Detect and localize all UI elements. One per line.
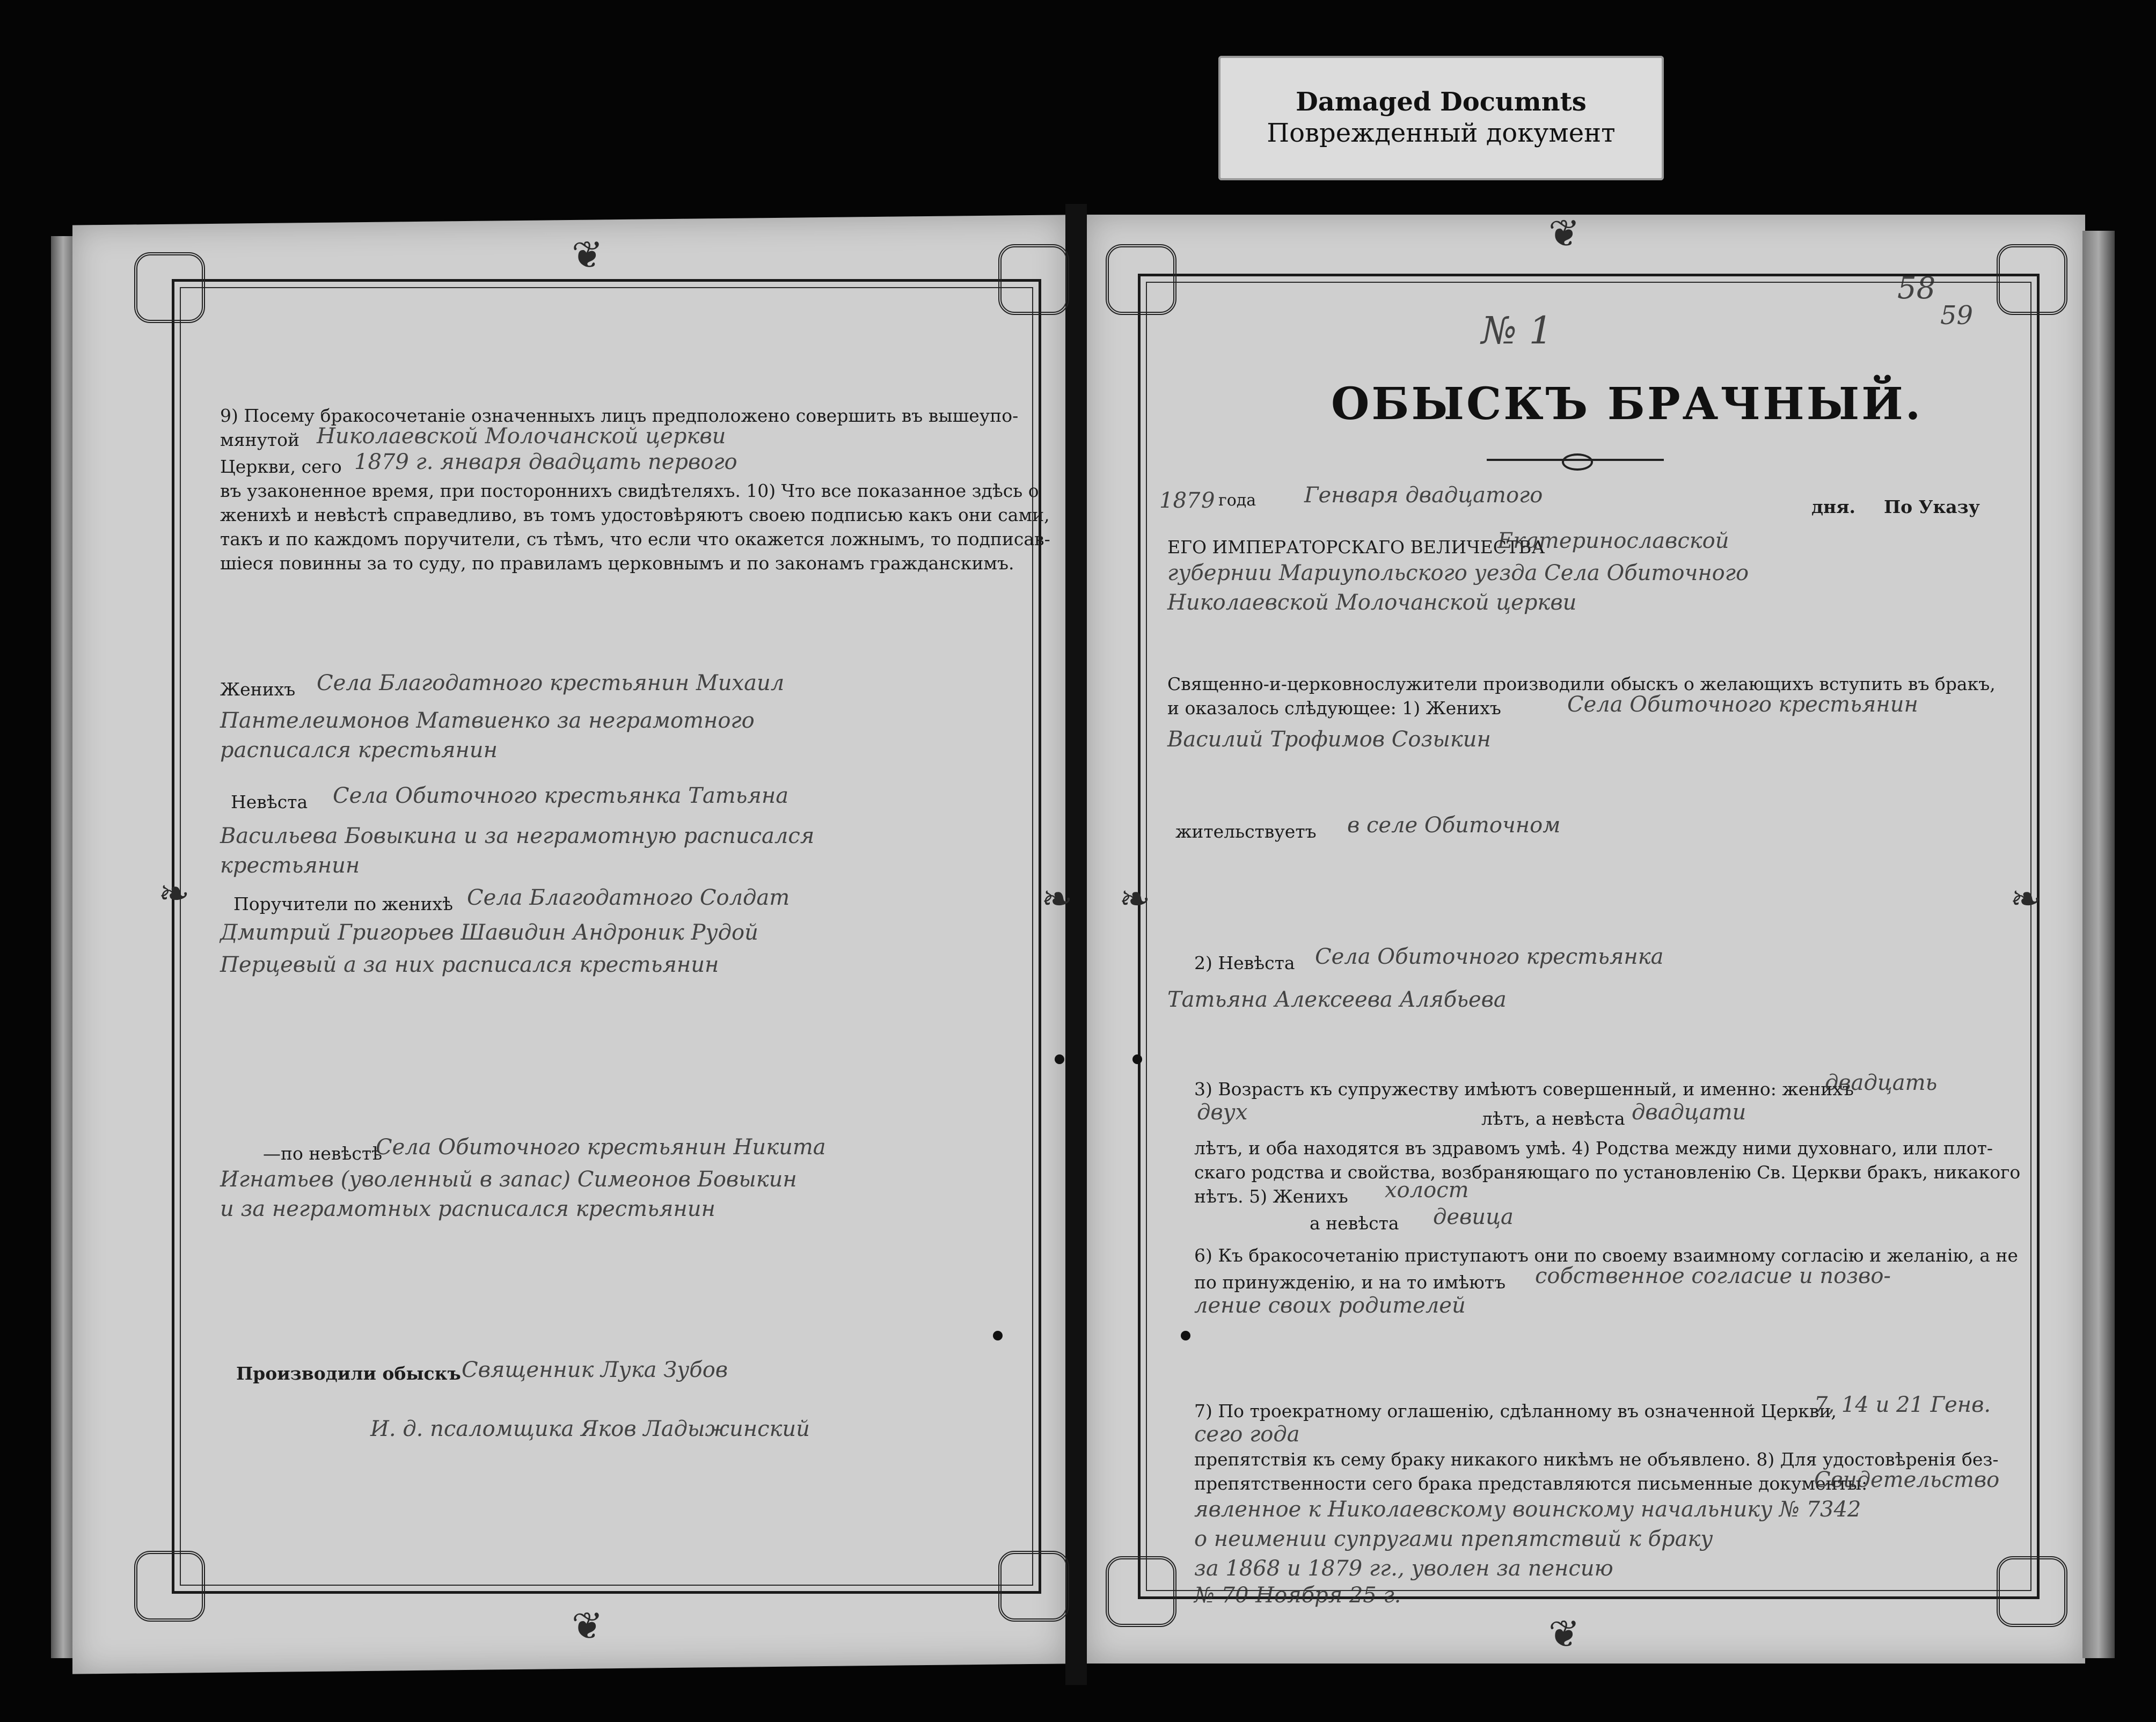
bride-status-label: а невѣста bbox=[1310, 1213, 1399, 1234]
hw-left-groom-1: Села Благодатного крестьянин Михаил bbox=[317, 671, 785, 695]
hw-p8-5: № 70 Ноября 25 г. bbox=[1194, 1583, 1401, 1608]
ornament-top-right-icon: ❦ bbox=[1548, 211, 1580, 255]
hw-year-digit: 9 bbox=[1201, 488, 1215, 513]
hw-right-bride-1: Села Обиточного крестьянка bbox=[1315, 944, 1664, 969]
day-label: дня. bbox=[1811, 496, 1856, 517]
hw-p8-2: явленное к Николаевскому воинскому начальнику № 7342 bbox=[1194, 1497, 1861, 1522]
resides-label: жительствуетъ bbox=[1175, 821, 1317, 842]
hw-p6-2: ление своих родителей bbox=[1194, 1293, 1466, 1318]
title-divider bbox=[1487, 459, 1664, 461]
hw-age-bride: двадцати bbox=[1632, 1100, 1746, 1125]
hw-age-groom-2: двух bbox=[1197, 1100, 1248, 1125]
stamp-line-russian: Поврежденный документ bbox=[1267, 118, 1616, 148]
hw-record-number: № 1 bbox=[1481, 309, 1553, 353]
age-line3: лѣтъ, и оба находятся въ здравомъ умѣ. 4) Родства между ними духовнаго, или плот- bbox=[1194, 1138, 1993, 1159]
p7-line1: 7) По троекратному оглашенію, сдѣланному въ означенной Церкви, bbox=[1194, 1401, 1837, 1421]
hw-resides: в селе Обиточном bbox=[1347, 813, 1561, 838]
ornament-side-icon: ❧ bbox=[158, 871, 190, 915]
hw-left-performed-1: Священник Лука Зубов bbox=[462, 1358, 728, 1382]
ornament-corner-icon bbox=[1106, 1556, 1176, 1627]
ornament-bottom-left-icon: ❦ bbox=[572, 1604, 603, 1648]
ornament-corner-icon bbox=[1997, 1556, 2067, 1627]
left-p9-line2: мянутой bbox=[220, 429, 300, 450]
right-page-edges bbox=[2082, 231, 2115, 1658]
majesty-line: ЕГО ИМПЕРАТОРСКАГО ВЕЛИЧЕСТВА bbox=[1167, 537, 1545, 558]
hw-p7-1: 7, 14 и 21 Генв. bbox=[1814, 1393, 1991, 1417]
ornament-bottom-right-icon: ❦ bbox=[1548, 1612, 1580, 1656]
groom-label: Женихъ bbox=[220, 679, 296, 700]
ornament-top-left-icon: ❦ bbox=[572, 233, 603, 277]
hw-right-date: Генваря двадцатого bbox=[1304, 483, 1543, 508]
hw-province-2: губернии Мариупольского уезда Села Обиточного bbox=[1167, 561, 1749, 585]
hw-left-sureties-bride-2: Игнатьев (уволенный в запас) Симеонов Бовыкин bbox=[220, 1167, 797, 1192]
age-line1: 3) Возрастъ къ супружеству имѣютъ совершенный, и именно: женихъ bbox=[1194, 1079, 1854, 1100]
bride-label: Невѣста bbox=[231, 792, 308, 812]
stamp-line-english: Damaged Documnts bbox=[1296, 87, 1587, 118]
age-line2: лѣтъ, а невѣста bbox=[1481, 1108, 1625, 1129]
hw-left-performed-2: И. д. псаломщика Яков Ладыжинский bbox=[370, 1417, 810, 1441]
hw-p7-2: сего года bbox=[1194, 1422, 1300, 1447]
hw-left-sureties-groom-3: Перцевый а за них расписался крестьянин bbox=[220, 952, 719, 977]
hw-left-date: 1879 г. января двадцать первого bbox=[354, 450, 737, 474]
hw-left-sureties-groom-2: Дмитрий Григорьев Шавидин Андроник Рудой bbox=[220, 920, 758, 945]
hw-right-groom-2: Василий Трофимов Созыкин bbox=[1167, 727, 1491, 752]
hw-p8-4: за 1868 и 1879 гг., уволен за пенсию bbox=[1194, 1556, 1613, 1581]
hw-left-groom-2: Пантелеимонов Матвиенко за неграмотного bbox=[220, 708, 755, 733]
left-p9-line4: въ узаконенное время, при постороннихъ свидѣтеляхъ. 10) Что все показанное здѣсь о bbox=[220, 480, 1039, 501]
ornament-side-icon: ❧ bbox=[2010, 877, 2042, 921]
p6-line1: 6) Къ бракосочетанію приступаютъ они по своему взаимному согласію и желанію, а не bbox=[1194, 1245, 2018, 1266]
hw-p6-1: собственное согласие и позво- bbox=[1535, 1264, 1891, 1288]
hw-left-sureties-bride-3: и за неграмотных расписался крестьянин bbox=[220, 1197, 715, 1221]
p6-line2: по принужденію, и на то имѣютъ bbox=[1194, 1272, 1506, 1293]
ornament-side-icon: ❧ bbox=[1119, 877, 1151, 921]
year-word: года bbox=[1218, 491, 1256, 510]
hw-page-number-2: 59 bbox=[1940, 301, 1974, 331]
hw-left-bride-2: Васильева Бовыкина и за неграмотную расписался bbox=[220, 824, 815, 848]
hw-left-groom-3: расписался крестьянин bbox=[220, 738, 498, 763]
p8-line2: препятственности сего брака представляются письменные документы: bbox=[1194, 1473, 1868, 1494]
book-spine bbox=[1065, 204, 1087, 1685]
binding-hole bbox=[993, 1331, 1003, 1340]
hw-left-sureties-groom-1: Села Благодатного Солдат bbox=[467, 885, 790, 910]
hw-groom-status: холост bbox=[1385, 1178, 1469, 1203]
binding-hole bbox=[1181, 1331, 1190, 1340]
left-p9-line6: такъ и по каждомъ поручители, съ тѣмъ, что если что окажется ложнымъ, то подписав- bbox=[220, 529, 1050, 549]
ornament-corner-icon bbox=[1997, 244, 2067, 315]
ornament-corner-icon bbox=[1106, 244, 1176, 315]
damaged-document-stamp bbox=[1218, 56, 1664, 180]
age-line5: нѣтъ. 5) Женихъ bbox=[1194, 1186, 1348, 1207]
hw-province-3: Николаевской Молочанской церкви bbox=[1167, 590, 1577, 615]
left-page-edges bbox=[51, 236, 75, 1658]
sureties-groom-label: Поручители по женихѣ bbox=[233, 893, 453, 914]
clergy-line1: Священно-и-церковнослужители производили обыскъ о желающихъ вступить въ бракъ, bbox=[1167, 673, 1996, 694]
hw-left-bride-3: крестьянин bbox=[220, 853, 360, 878]
sureties-bride-label: —по невѣстѣ bbox=[263, 1143, 382, 1164]
hw-right-groom-1: Села Обиточного крестьянин bbox=[1567, 692, 1918, 717]
hw-bride-status: девица bbox=[1433, 1205, 1514, 1229]
ornament-corner-icon bbox=[134, 252, 205, 323]
binding-hole bbox=[1132, 1054, 1142, 1064]
p8-line1: препятствія къ сему браку никакого никѣмъ не объявлено. 8) Для удостовѣренія без- bbox=[1194, 1449, 1999, 1470]
age-line4: скаго родства и свойства, возбраняющаго по установленію Св. Церкви бракъ, никакого bbox=[1194, 1162, 2021, 1183]
left-p9-line1: 9) Посему бракосочетаніе означенныхъ лицъ предположено совершить въ вышеупо- bbox=[220, 405, 1019, 426]
hw-left-bride-1: Села Обиточного крестьянка Татьяна bbox=[333, 783, 789, 808]
clergy-line2: и оказалось слѣдующее: 1) Женихъ bbox=[1167, 698, 1501, 719]
hw-age-groom: двадцать bbox=[1825, 1071, 1938, 1095]
hw-left-sureties-bride-1: Села Обиточного крестьянин Никита bbox=[376, 1135, 826, 1160]
ornament-side-icon: ❧ bbox=[1041, 877, 1073, 921]
document-title: ОБЫСКЪ БРАЧНЫЙ. bbox=[1331, 378, 1923, 430]
hw-left-church: Николаевской Молочанской церкви bbox=[317, 424, 726, 449]
left-p9-line7: шіеся повинны за то суду, по правиламъ церковнымъ и по законамъ гражданскимъ. bbox=[220, 553, 1014, 574]
hw-p8-1: Свидетельство bbox=[1814, 1468, 2000, 1492]
hw-p8-3: о неимении супругами препятствий к браку bbox=[1194, 1527, 1713, 1551]
bride-label-right: 2) Невѣста bbox=[1194, 952, 1295, 973]
hw-year: 187 bbox=[1159, 488, 1201, 513]
hw-province-1: Екатеринославской bbox=[1497, 529, 1729, 553]
ornament-corner-icon bbox=[134, 1551, 205, 1622]
hw-right-bride-2: Татьяна Алексеева Алябьева bbox=[1167, 987, 1507, 1012]
ornament-corner-icon bbox=[998, 244, 1069, 315]
left-p9-line5: женихѣ и невѣстѣ справедливо, въ томъ удостовѣряютъ своею подписью какъ они сами, bbox=[220, 504, 1050, 525]
hw-page-number: 58 bbox=[1897, 271, 1936, 306]
by-decree-label: По Указу bbox=[1884, 496, 1980, 517]
binding-hole bbox=[1055, 1054, 1064, 1064]
left-p9-line3: Церкви, сего bbox=[220, 456, 342, 477]
ornament-corner-icon bbox=[998, 1551, 1069, 1622]
performed-by-label: Производили обыскъ bbox=[236, 1363, 461, 1384]
